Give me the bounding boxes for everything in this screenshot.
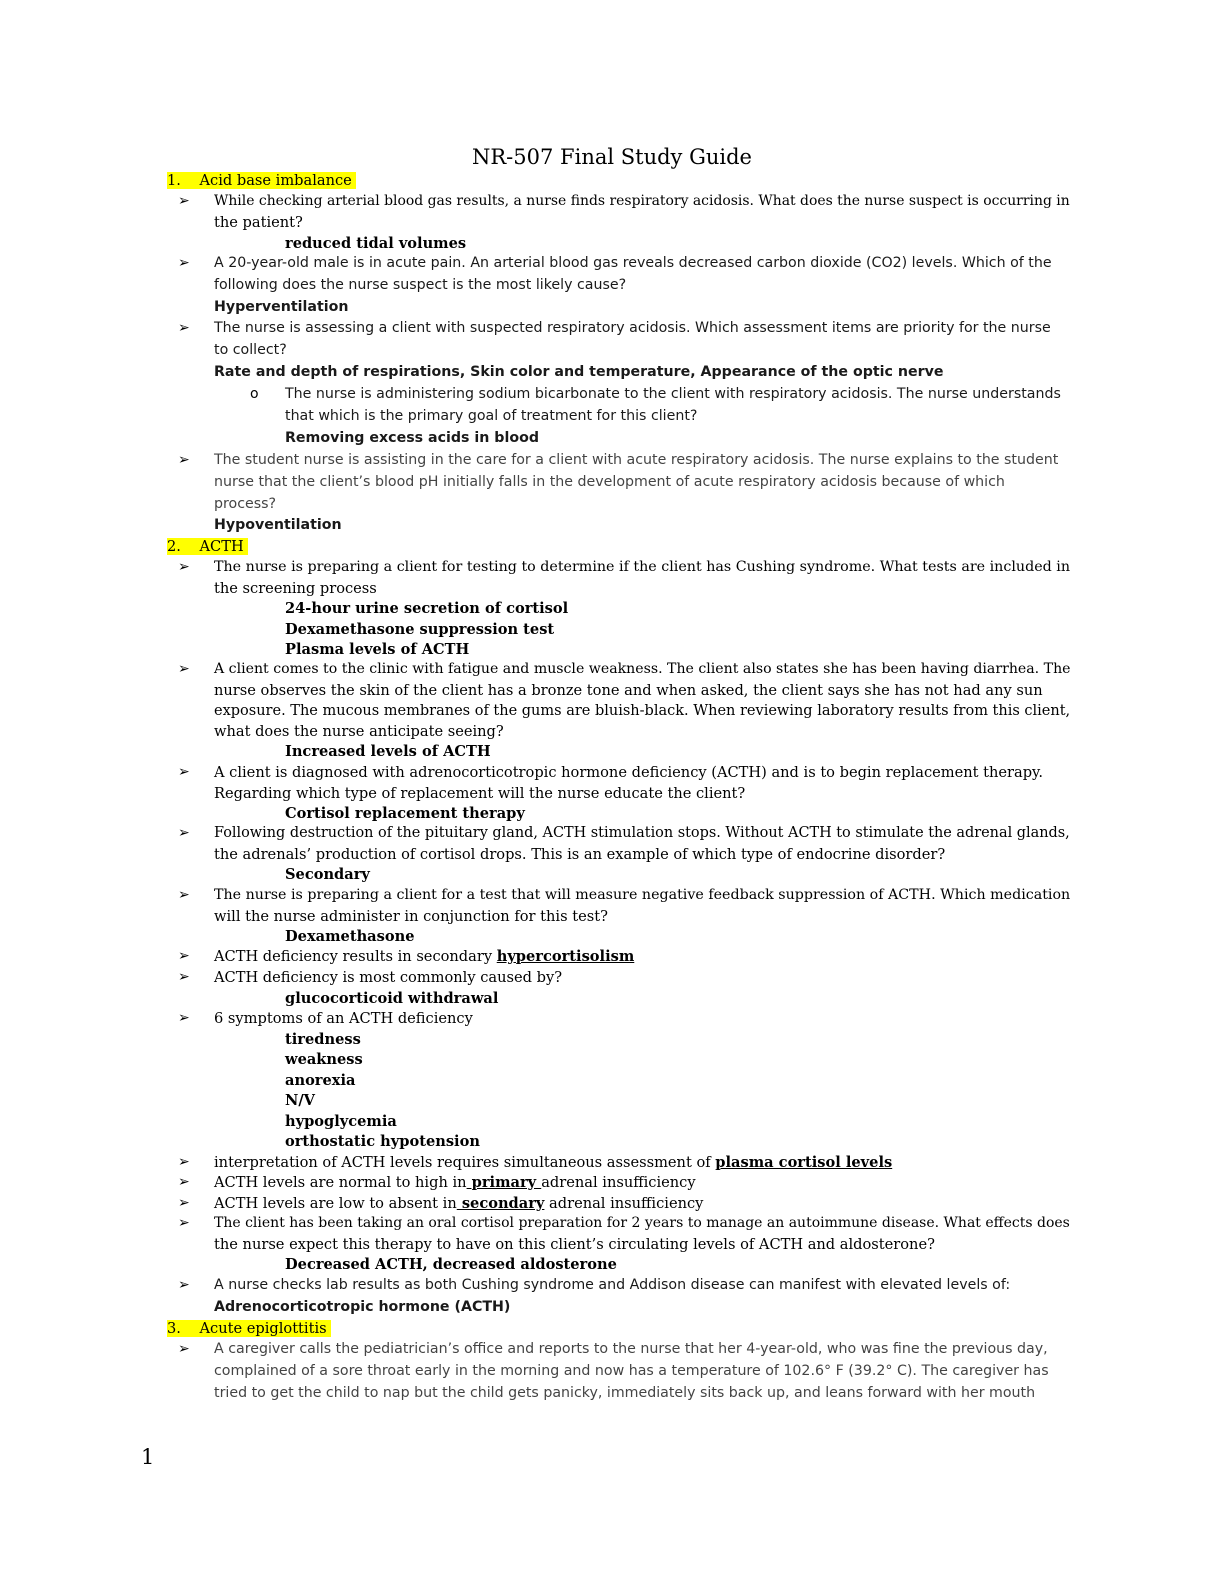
question-text: nurse observes the skin of the client has a bronze tone and when asked, the client says she has not had any sun <box>214 682 1043 699</box>
answer-text: Dexamethasone <box>285 928 415 945</box>
arrow-bullet-icon: ➢ <box>178 452 190 468</box>
question-text: Following destruction of the pituitary gland, ACTH stimulation stops. Without ACTH to stimulate the adrenal glands, <box>214 825 1070 841</box>
question-text <box>214 1152 892 1173</box>
question-text: tried to get the child to nap but the child gets panicky, immediately sits back up, and leans forward with her mouth <box>214 1385 1036 1401</box>
answer-text: hypoglycemia <box>285 1113 397 1130</box>
arrow-bullet-icon: ➢ <box>178 948 190 964</box>
question-text: what does the nurse anticipate seeing? <box>214 723 504 740</box>
question-text-part: interpretation of ACTH levels requires simultaneous assessment of <box>214 1154 716 1171</box>
document-title: NR-507 Final Study Guide <box>472 145 752 169</box>
section-highlight <box>167 1320 331 1337</box>
arrow-bullet-icon: ➢ <box>178 320 190 336</box>
arrow-bullet-icon: ➢ <box>178 1277 190 1293</box>
arrow-bullet-icon: ➢ <box>178 559 190 575</box>
section-number: 1. <box>167 172 181 189</box>
key-term: hypercortisolism <box>496 948 635 965</box>
section-heading <box>167 1318 331 1339</box>
circle-bullet-icon: o <box>250 386 259 402</box>
section-label: Acute epiglottitis <box>199 1320 327 1337</box>
answer-text: Cortisol replacement therapy <box>285 805 525 822</box>
key-term: primary <box>466 1174 542 1191</box>
question-text-part: adrenal insufficiency <box>544 1195 704 1212</box>
answer-text: weakness <box>285 1051 363 1068</box>
question-text <box>214 1172 696 1193</box>
question-text: The nurse is assessing a client with suspected respiratory acidosis. Which assessment items are priority for the nurse <box>214 320 1051 336</box>
answer-text: Plasma levels of ACTH <box>285 641 470 658</box>
section-label: ACTH <box>199 538 244 555</box>
answer-text: Hypoventilation <box>214 517 342 533</box>
key-term: secondary <box>456 1195 545 1212</box>
arrow-bullet-icon: ➢ <box>178 887 190 903</box>
question-text: the patient? <box>214 214 303 231</box>
question-text: will the nurse administer in conjunction for this test? <box>214 908 608 925</box>
answer-text: Increased levels of ACTH <box>285 743 491 760</box>
question-text <box>214 1193 703 1214</box>
answer-text: Rate and depth of respirations, Skin color and temperature, Appearance of the optic nerve <box>214 364 944 380</box>
question-text: While checking arterial blood gas results, a nurse finds respiratory acidosis. What does the nurse suspect is occurring in <box>214 193 1070 209</box>
question-text: ACTH deficiency is most commonly caused by? <box>214 969 563 986</box>
section-number: 2. <box>167 538 181 555</box>
question-text: the adrenals’ production of cortisol drops. This is an example of which type of endocrine disorder? <box>214 846 946 863</box>
arrow-bullet-icon: ➢ <box>178 1154 190 1170</box>
question-text: A 20-year-old male is in acute pain. An arterial blood gas reveals decreased carbon dioxide (CO2) levels. Which of the <box>214 255 1052 271</box>
page-number: 1 <box>141 1445 155 1469</box>
section-heading <box>167 536 248 557</box>
question-text: that which is the primary goal of treatment for this client? <box>285 408 698 424</box>
question-text: process? <box>214 496 277 512</box>
arrow-bullet-icon: ➢ <box>178 193 190 209</box>
answer-text: N/V <box>285 1092 315 1109</box>
question-text-part: ACTH deficiency results in secondary <box>214 948 497 965</box>
question-text: The nurse is administering sodium bicarbonate to the client with respiratory acidosis. The nurse understands <box>285 386 1061 402</box>
question-text: The nurse is preparing a client for a test that will measure negative feedback suppression of ACTH. Which medication <box>214 887 1071 903</box>
arrow-bullet-icon: ➢ <box>178 1341 190 1357</box>
arrow-bullet-icon: ➢ <box>178 661 190 677</box>
question-text: A nurse checks lab results as both Cushing syndrome and Addison disease can manifest with elevated levels of: <box>214 1277 1011 1293</box>
question-text: the screening process <box>214 580 377 597</box>
answer-text: tiredness <box>285 1031 361 1048</box>
question-text: 6 symptoms of an ACTH deficiency <box>214 1010 473 1027</box>
answer-text: reduced tidal volumes <box>285 235 467 252</box>
answer-text: orthostatic hypotension <box>285 1133 480 1150</box>
arrow-bullet-icon: ➢ <box>178 255 190 271</box>
answer-text: glucocorticoid withdrawal <box>285 990 499 1007</box>
arrow-bullet-icon: ➢ <box>178 825 190 841</box>
question-text <box>214 946 634 967</box>
question-text: the nurse expect this therapy to have on this client’s circulating levels of ACTH and aldosterone? <box>214 1236 935 1253</box>
question-text: A client is diagnosed with adrenocorticotropic hormone deficiency (ACTH) and is to begin replacement therapy. <box>214 764 1044 781</box>
question-text: The nurse is preparing a client for testing to determine if the client has Cushing syndrome. What tests are included in <box>214 559 1071 575</box>
question-text-part: adrenal insufficiency <box>541 1174 696 1191</box>
arrow-bullet-icon: ➢ <box>178 1215 190 1231</box>
section-label: Acid base imbalance <box>199 172 352 189</box>
answer-text: Adrenocorticotropic hormone (ACTH) <box>214 1299 511 1315</box>
question-text: A client comes to the clinic with fatigue and muscle weakness. The client also states she has been having diarrhea. The <box>214 661 1071 677</box>
arrow-bullet-icon: ➢ <box>178 764 190 780</box>
answer-text: anorexia <box>285 1072 356 1089</box>
section-heading <box>167 170 356 191</box>
question-text: The student nurse is assisting in the care for a client with acute respiratory acidosis. The nurse explains to the student <box>214 452 1059 468</box>
question-text: The client has been taking an oral cortisol preparation for 2 years to manage an autoimmune disease. What effects does <box>214 1215 1070 1231</box>
section-highlight <box>167 538 248 555</box>
arrow-bullet-icon: ➢ <box>178 969 190 985</box>
answer-text: Dexamethasone suppression test <box>285 621 555 638</box>
question-text: to collect? <box>214 342 287 358</box>
question-text-part: ACTH levels are low to absent in <box>214 1195 457 1212</box>
arrow-bullet-icon: ➢ <box>178 1174 190 1190</box>
answer-text: Secondary <box>285 866 370 883</box>
answer-text: Hyperventilation <box>214 299 349 315</box>
question-text: A caregiver calls the pediatrician’s office and reports to the nurse that her 4-year-old, who was fine the previous day, <box>214 1341 1048 1357</box>
arrow-bullet-icon: ➢ <box>178 1010 190 1026</box>
question-text: Regarding which type of replacement will the nurse educate the client? <box>214 785 746 802</box>
question-text: complained of a sore throat early in the morning and now has a temperature of 102.6° F (39.2° C). The caregiver has <box>214 1363 1049 1379</box>
answer-text: Decreased ACTH, decreased aldosterone <box>285 1256 617 1273</box>
arrow-bullet-icon: ➢ <box>178 1195 190 1211</box>
question-text: nurse that the client’s blood pH initially falls in the development of acute respiratory acidosis because of which <box>214 474 1005 490</box>
question-text-part: ACTH levels are normal to high in <box>214 1174 467 1191</box>
question-text: following does the nurse suspect is the most likely cause? <box>214 277 627 293</box>
question-text: exposure. The mucous membranes of the gums are bluish-black. When reviewing laboratory results from this client, <box>214 703 1071 719</box>
section-highlight <box>167 172 356 189</box>
answer-text: Removing excess acids in blood <box>285 430 539 446</box>
key-term: plasma cortisol levels <box>715 1154 893 1171</box>
answer-text: 24-hour urine secretion of cortisol <box>285 600 569 617</box>
section-number: 3. <box>167 1320 181 1337</box>
